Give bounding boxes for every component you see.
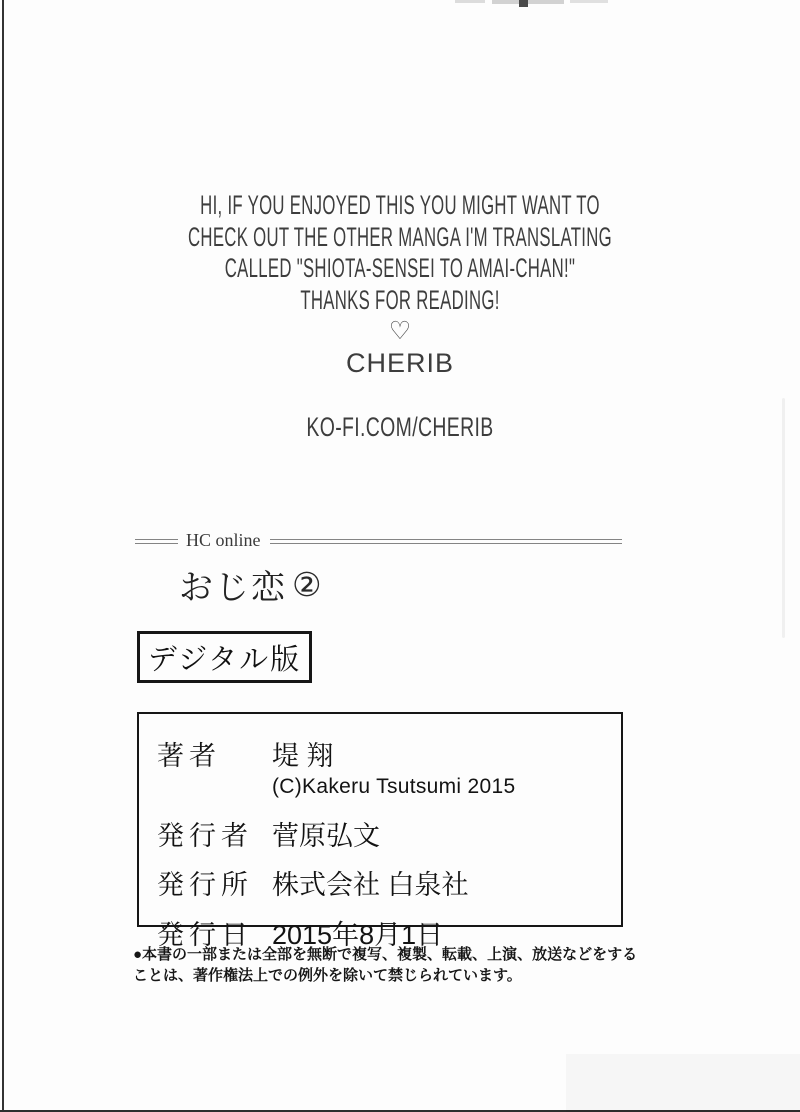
copyright-note: (C)Kakeru Tsutsumi 2015	[272, 775, 516, 798]
divider-line-right	[270, 539, 623, 544]
colophon-row-value: 株式会社 白泉社	[272, 870, 469, 900]
imprint-divider	[135, 529, 622, 550]
colophon-row-label: 発行所	[157, 870, 253, 900]
colophon-row-value: 堤 翔	[272, 741, 334, 771]
translator-note-line: THANKS FOR READING!	[300, 284, 500, 315]
colophon-row-author	[157, 734, 621, 773]
colophon-row-company	[157, 863, 621, 902]
translator-note-line: HI, IF YOU ENJOYED THIS YOU MIGHT WANT TO	[200, 190, 600, 220]
scan-artifact	[570, 0, 608, 3]
legal-notice	[133, 945, 673, 986]
volume-badge: ②	[292, 566, 322, 603]
scan-edge-left	[2, 0, 4, 1112]
colophon-row-label: 著者	[157, 741, 221, 771]
heart-icon: ♡	[388, 317, 412, 345]
kofi-url: KO-FI.COM/CHERIB	[306, 412, 494, 442]
translator-note-line: CHECK OUT THE OTHER MANGA I'M TRANSLATING	[188, 221, 612, 252]
imprint-label: HC online	[186, 529, 261, 550]
colophon-row-value: 2015年8月1日	[272, 920, 444, 950]
scan-artifact	[566, 1054, 800, 1112]
translator-note	[0, 190, 800, 440]
legal-notice-line: ●本書の一部または全部を無断で複写、複製、転載、上演、放送などをする	[133, 946, 638, 963]
colophon-row-label: 発行日	[157, 920, 253, 950]
book-title	[179, 560, 322, 609]
divider-line-left	[135, 539, 178, 544]
edition-badge	[137, 631, 312, 683]
scan-artifact	[492, 0, 564, 4]
legal-notice-line: ことは、著作権法上での例外を除いて禁じられています。	[133, 966, 522, 984]
translator-note-line: CALLED "SHIOTA-SENSEI TO AMAI-CHAN!"	[224, 253, 576, 283]
translator-signature: CHERIB	[345, 348, 454, 378]
colophon-row-value: 菅原弘文	[272, 821, 380, 851]
scan-artifact	[519, 0, 528, 7]
scan-artifact	[455, 0, 485, 3]
colophon-row-publisher	[157, 814, 621, 853]
edition-badge-label: デジタル版	[147, 643, 302, 676]
colophon-row-label: 発行者	[157, 821, 253, 851]
colophon-box	[137, 712, 623, 950]
book-title-text: おじ恋	[179, 569, 287, 607]
